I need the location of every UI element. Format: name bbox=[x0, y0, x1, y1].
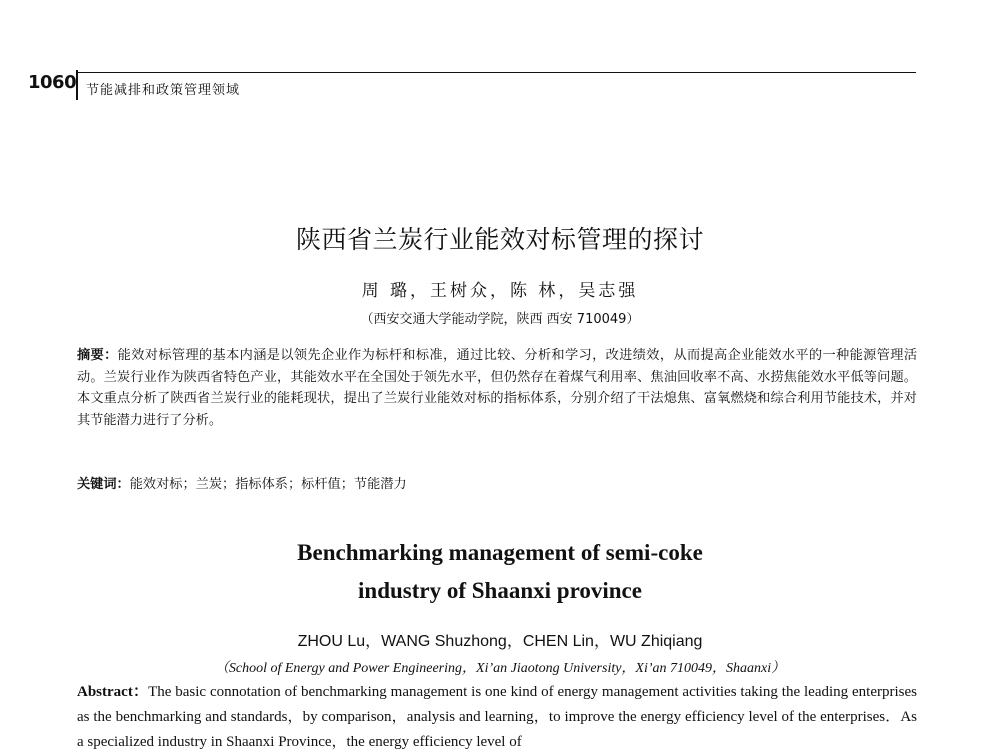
abstract-cn bbox=[77, 345, 917, 431]
affiliation-cn: （西安交通大学能动学院，陕西 西安 710049） bbox=[360, 312, 640, 327]
keywords-cn-text: 能效对标；兰炭；指标体系；标杆值；节能潜力 bbox=[129, 477, 407, 492]
paper-title-cn: 陕西省兰炭行业能效对标管理的探讨 bbox=[295, 225, 704, 254]
page-number: 1060 bbox=[28, 72, 77, 93]
keywords-cn-label: 关键词： bbox=[77, 477, 130, 492]
abstract-en-text: The basic connotation of benchmarking management is one kind of energy management activities taking the leading enterprises as the benchmarking and standards，by comparison，analysis and learning，to improve the energy efficiency level of the enterprises．As a specialized industry in Shaanxi Province，the energy efficiency level of bbox=[77, 684, 917, 750]
abstract-cn-label: 摘要： bbox=[77, 348, 118, 363]
header-horizontal-rule bbox=[76, 72, 916, 73]
abstract-en bbox=[77, 680, 917, 755]
keywords-cn bbox=[77, 473, 917, 492]
authors-en: ZHOU Lu，WANG Shuzhong，CHEN Lin，WU Zhiqiang bbox=[297, 633, 703, 650]
paper-title-en-line2: industry of Shaanxi province bbox=[358, 578, 642, 603]
section-title: 节能减排和政策管理领域 bbox=[86, 83, 241, 98]
affiliation-en: （School of Energy and Power Engineering，Xi’an Jiaotong University，Xi’an 710049，Shaanxi） bbox=[214, 661, 786, 676]
paper-title-en bbox=[0, 534, 1000, 610]
abstract-cn-text: 能效对标管理的基本内涵是以领先企业作为标杆和标准，通过比较、分析和学习，改进绩效，从而提高企业能效水平的一种能源管理活动。兰炭行业作为陕西省特色产业，其能效水平在全国处于领先水平，但仍然存在着煤气利用率、焦油回收率不高、水捞焦能效水平低等问题。本文重点分析了陕西省兰炭行业的能耗现状，提出了兰炭行业能效对标的指标体系，分别介绍了干法熄焦、富氧燃烧和综合利用节能技术，并对其节能潜力进行了分析。 bbox=[77, 348, 918, 428]
abstract-en-label: Abstract： bbox=[77, 684, 149, 700]
paper-title-en-line1: Benchmarking management of semi-coke bbox=[297, 540, 703, 565]
authors-cn: 周 璐，王树众，陈 林，吴志强 bbox=[361, 281, 639, 301]
header-vertical-rule bbox=[76, 70, 78, 100]
